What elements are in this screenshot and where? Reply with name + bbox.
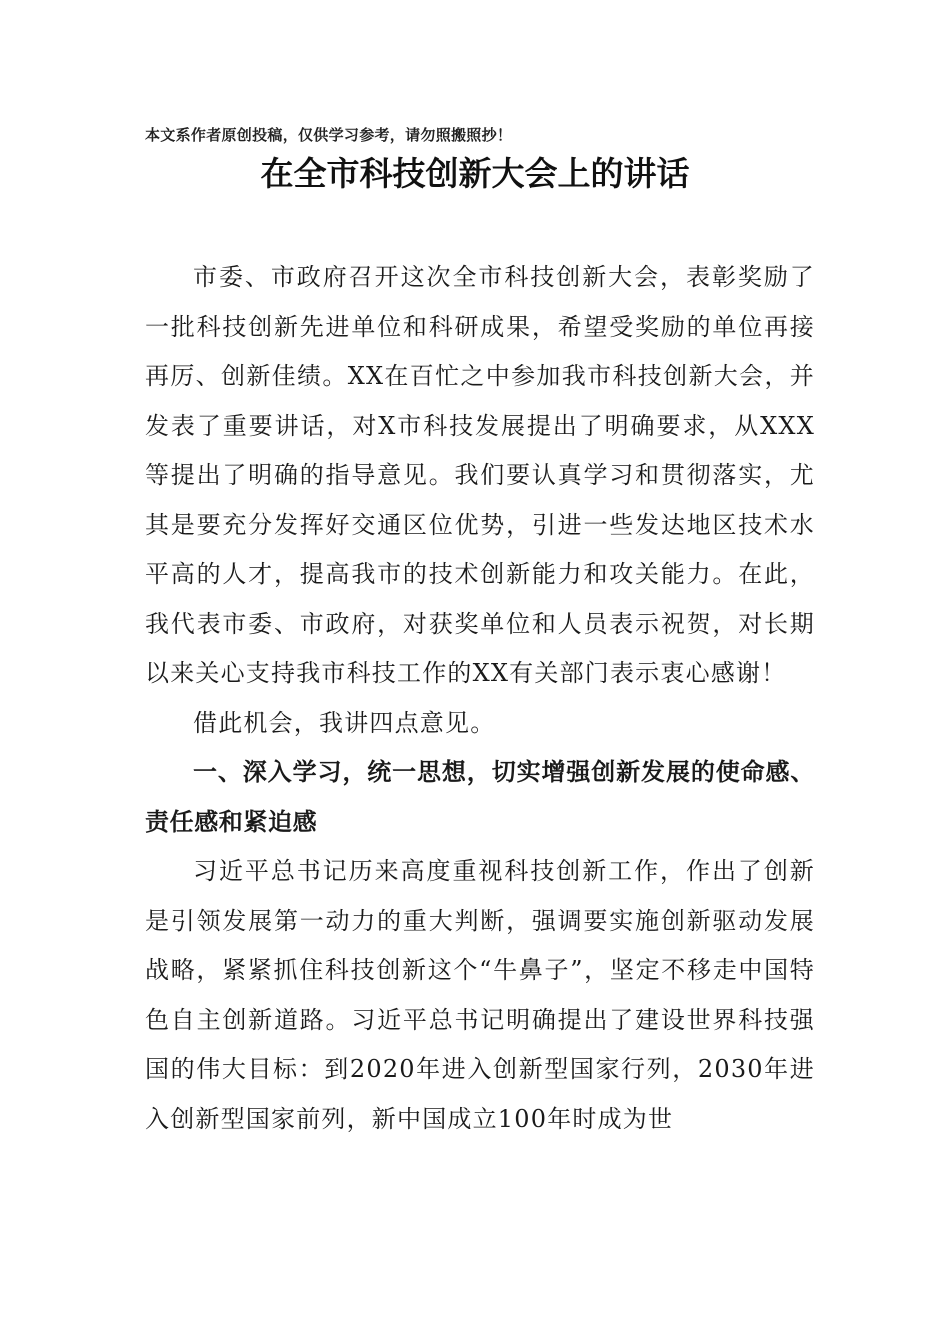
paragraph-transition: 借此机会，我讲四点意见。 [193,708,496,737]
page-title: 在全市科技创新大会上的讲话 [260,154,690,193]
copyright-notice: 本文系作者原创投稿，仅供学习参考，请勿照搬照抄！ [145,126,513,144]
section-heading: 一、深入学习，统一思想，切实增强创新发展的使命感、责任感和紧迫感 [145,758,815,836]
document-body [145,253,815,1144]
paragraph-intro: 市委、市政府召开这次全市科技创新大会，表彰奖励了一批科技创新先进单位和科研成果，希望受奖励的单位再接再厉、创新佳绩。XX在百忙之中参加我市科技创新大会，并发表了重要讲话，对X市科技发展提出了明确要求，从XXX等提出了明确的指导意见。我们要认真学习和贯彻落实，尤其是要充分发挥好交通区位优势，引进一些发达地区技术水平高的人才，提高我市的技术创新能力和攻关能力。在此，我代表市委、市政府，对获奖单位和人员表示祝贺，对长期以来关心支持我市科技工作的XX有关部门表示衷心感谢！ [145,263,815,687]
section-paragraph: 习近平总书记历来高度重视科技创新工作，作出了创新是引领发展第一动力的重大判断，强调要实施创新驱动发展战略，紧紧抓住科技创新这个“牛鼻子”，坚定不移走中国特色自主创新道路。习近平总书记明确提出了建设世界科技强国的伟大目标：到2020年进入创新型国家行列，2030年进入创新型国家前列，新中国成立100年时成为世 [145,857,815,1133]
